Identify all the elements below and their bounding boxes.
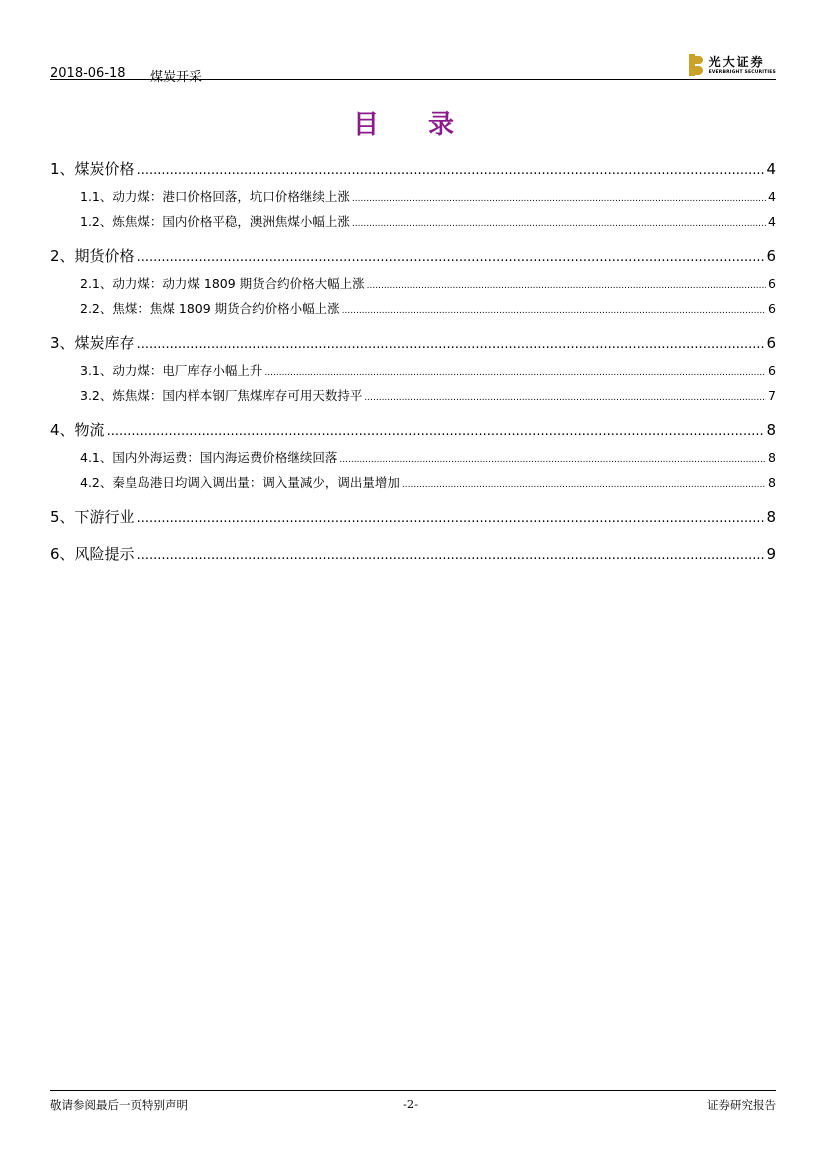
toc-entry-page: 4 [766, 160, 776, 178]
toc-entry-number: 4、 [50, 421, 75, 439]
toc-entry-number: 1.2、 [80, 214, 113, 229]
toc-entry-label: 期货价格 [74, 247, 135, 265]
toc-entry-1[interactable] [50, 158, 776, 179]
toc-entry-label: 动力煤：港口价格回落，坑口价格继续上涨 [112, 189, 350, 204]
toc-entry-4-1[interactable] [50, 448, 776, 466]
toc-dot-leader [137, 163, 765, 178]
toc-entry-label: 动力煤：动力煤 1809 期货合约价格大幅上涨 [112, 276, 365, 291]
toc-dot-leader [264, 368, 766, 378]
toc-entry-number: 1.1、 [80, 189, 113, 204]
footer-divider [50, 1090, 776, 1091]
toc-entry-number: 2.1、 [80, 276, 113, 291]
toc-entry-2[interactable] [50, 245, 776, 266]
toc-entry-2-2[interactable] [50, 299, 776, 317]
toc-entry-6[interactable] [50, 543, 776, 564]
toc-entry-number: 3、 [50, 334, 75, 352]
toc-entry-label: 炼焦煤：国内价格平稳，澳洲焦煤小幅上涨 [112, 214, 350, 229]
toc-entry-5[interactable] [50, 506, 776, 527]
toc-entry-number: 3.1、 [80, 363, 113, 378]
report-date: 2018-06-18 [50, 66, 126, 81]
toc-dot-leader [402, 480, 766, 490]
toc-entry-page: 4 [768, 214, 776, 229]
company-logo [689, 52, 776, 78]
toc-entry-page: 8 [766, 508, 776, 526]
footer-doc-type: 证券研究报告 [707, 1098, 776, 1112]
toc-dot-leader [137, 250, 765, 265]
header-divider [50, 79, 776, 80]
toc-entry-4-2[interactable] [50, 473, 776, 491]
toc-entry-3-1[interactable] [50, 361, 776, 379]
toc-entry-label: 动力煤：电厂库存小幅上升 [112, 363, 263, 378]
toc-entry-3[interactable] [50, 332, 776, 353]
toc-entry-4[interactable] [50, 419, 776, 440]
toc-dot-leader [137, 337, 765, 352]
toc-entry-2-1[interactable] [50, 274, 776, 292]
toc-entry-number: 2.2、 [80, 301, 113, 316]
logo-name-en: EVERBRIGHT SECURITIES [708, 69, 776, 75]
toc-entry-label: 煤炭库存 [74, 334, 135, 352]
toc-dot-leader [107, 424, 765, 439]
report-sector: 煤炭开采 [150, 70, 203, 85]
toc-entry-page: 6 [768, 363, 776, 378]
toc-entry-page: 6 [768, 301, 776, 316]
toc-entry-page: 8 [766, 421, 776, 439]
toc-entry-page: 8 [768, 450, 776, 465]
toc-entry-label: 物流 [74, 421, 105, 439]
toc-title: 目 录 [352, 110, 475, 140]
toc-entry-1-2[interactable] [50, 212, 776, 230]
toc-entry-1-1[interactable] [50, 187, 776, 205]
toc-entry-label: 国内外海运费：国内海运费价格继续回落 [112, 450, 338, 465]
toc-entry-number: 2、 [50, 247, 75, 265]
toc-entry-number: 3.2、 [80, 388, 113, 403]
toc-entry-label: 下游行业 [74, 508, 135, 526]
toc-entry-page: 4 [768, 189, 776, 204]
toc-entry-page: 8 [768, 475, 776, 490]
toc-entry-page: 9 [766, 545, 776, 563]
toc-entry-number: 1、 [50, 160, 75, 178]
footer-page-number: -2- [403, 1097, 419, 1111]
everbright-logo-icon [689, 54, 703, 76]
toc-entry-page: 6 [768, 276, 776, 291]
toc-entry-label: 炼焦煤：国内样本钢厂焦煤库存可用天数持平 [112, 388, 363, 403]
toc-entry-label: 秦皇岛港日均调入调出量：调入量减少，调出量增加 [112, 475, 400, 490]
page-header [50, 52, 776, 85]
toc-dot-leader [339, 455, 766, 465]
toc-entry-label: 煤炭价格 [74, 160, 135, 178]
toc-dot-leader [367, 281, 766, 291]
toc-entry-number: 6、 [50, 545, 75, 563]
toc-entry-label: 焦煤：焦煤 1809 期货合约价格小幅上涨 [112, 301, 340, 316]
toc-entry-number: 4.1、 [80, 450, 113, 465]
toc-entry-number: 5、 [50, 508, 75, 526]
toc-dot-leader [342, 306, 766, 316]
footer-disclaimer: 敬请参阅最后一页特别声明 [50, 1098, 188, 1112]
toc-entry-page: 6 [766, 247, 776, 265]
toc-entry-3-2[interactable] [50, 386, 776, 404]
toc-dot-leader [137, 511, 765, 526]
toc-entry-number: 4.2、 [80, 475, 113, 490]
logo-name-cn: 光大证券 [708, 54, 765, 69]
toc-dot-leader [137, 548, 765, 563]
toc-entry-page: 7 [768, 388, 776, 403]
toc-dot-leader [352, 219, 766, 229]
toc-entry-label: 风险提示 [74, 545, 135, 563]
toc-entry-page: 6 [766, 334, 776, 352]
toc-dot-leader [364, 393, 766, 403]
toc-dot-leader [352, 194, 766, 204]
